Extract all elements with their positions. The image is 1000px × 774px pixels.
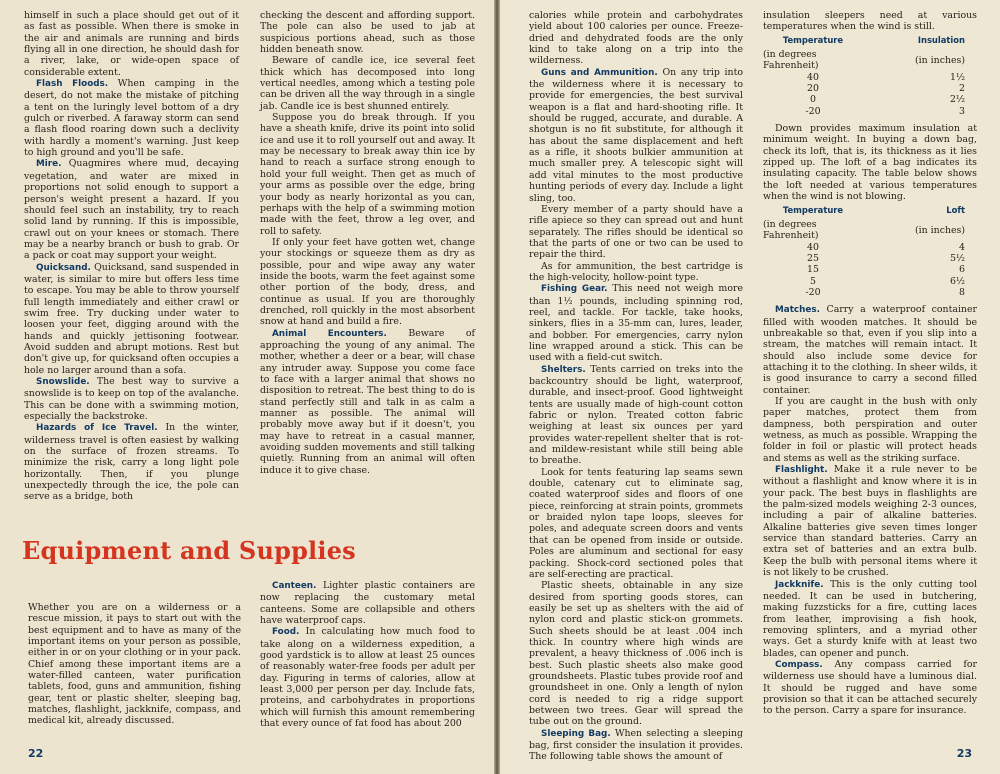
right-col1-paragraph	[529, 467, 743, 580]
paragraph-text: The best way to survive a snowslide is to keep on top of the avalanche. This can be done with a swimming motion, especially the backstroke.	[24, 376, 239, 423]
section-title: Equipment and Supplies	[22, 536, 356, 565]
loft-table-temperature: 40	[807, 241, 819, 253]
left-col2-paragraph	[260, 112, 475, 237]
paragraph-text: Tents carried on treks into the backcountry should be light, waterproof, durable, and insect-proof. Good lightweight tents are usually made of high-count cotton fabric or nylon. Treated cotton fabric weighing at least six ounces per yard provides water-repellent shelter that is rot- and mildew-resistant while still being able to breathe.	[529, 363, 743, 467]
paragraph-text: calories while protein and carbohydrates yield about 100 calories per ounce. Freeze-dried and dehydrated foods are the only kind to take along on a trip into the wilderness.	[529, 10, 743, 67]
loft-intro: Down provides maximum insulation at minimum weight. In buying a down bag, check its loft, that is, its thickness as it lies zipped up. The loft of a bag indicates its insulating capacity. The table below shows the loft needed at various temperatures when the wind is not blowing.	[763, 123, 977, 203]
insulation-table-value: 3	[959, 105, 965, 117]
right-col2-paragraph	[763, 579, 977, 659]
insulation-table-head-temp: Temperature	[782, 34, 844, 45]
paragraph-text: If only your feet have gotten wet, change your stockings or squeeze them as dry as possible, pour and wipe away any water inside the boots, warm the feet against some other portion of the body, dress, and continue as usual. If you are thoroughly drenched, roll quickly in the most absorbent snow at hand and build a fire.	[260, 236, 475, 328]
paragraph-heading: Jackknife.	[775, 579, 824, 590]
right-col1-paragraph	[529, 10, 743, 67]
insulation-table-value: 2	[959, 83, 965, 95]
right-column-2-rest	[763, 304, 977, 716]
paragraph-heading: Guns and Ammunition.	[541, 67, 658, 78]
paragraph-heading: Fishing Gear.	[541, 284, 608, 295]
paragraph-heading: Hazards of Ice Travel.	[36, 423, 158, 434]
insulation-table-row	[763, 72, 975, 83]
right-col1-paragraph	[529, 364, 743, 467]
insulation-table-row	[763, 106, 975, 117]
paragraph-text: Every member of a party should have a rifle apiece so they can spread out and hunt separately. The rifles should be identical so that the parts of one or two can be used to repair the third.	[529, 203, 743, 261]
left-column-3	[28, 602, 241, 727]
paragraph-text: Quagmires where mud, decaying vegetation, and water are mixed in proportions not solid enough to support a person's weight present a hazard. If you should feel such an instability, try to reach solid land by running. If this is impossible, crawl out on your knees or stomach. There may be a nearby branch or bush to grab. Or a pack or coat may support your weight.	[24, 158, 239, 262]
loft-table-row	[763, 276, 975, 287]
insulation-table-temperature: 40	[807, 71, 819, 83]
insulation-table-value: 2½	[949, 94, 965, 106]
paragraph-text: In the winter, wilderness travel is often easiest by walking on the surface of frozen streams. To minimize the risk, carry a long light pole horizontally. Then, if you plunge unexpectedly through the ice, the pole can serve as a bridge, both	[24, 422, 239, 503]
left-col1-paragraph	[24, 78, 239, 158]
loft-table-temperature: 15	[807, 264, 819, 276]
right-col2-paragraph	[763, 396, 977, 464]
paragraph-heading: Quicksand.	[36, 262, 91, 273]
loft-table-row	[763, 264, 975, 275]
insulation-table-head-value: Insulation	[917, 34, 965, 45]
right-col1-paragraph	[529, 283, 743, 363]
loft-table-value: 6	[959, 264, 965, 276]
paragraph-heading: Matches.	[775, 305, 820, 316]
left-col2-paragraph	[260, 237, 475, 328]
paragraph-heading: Animal Encounters.	[272, 328, 387, 339]
right-column-1	[529, 10, 743, 763]
paragraph-text: As for ammunition, the best cartridge is the high-velocity, hollow-point type.	[529, 260, 743, 283]
paragraph-text: Look for tents featuring lap seams sewn double, catenary cut to eliminate sag, coated waterproof sides and floors of one piece, reinforcing at strain points, grommets or braided nylon tape loops, sleeves for poles, and adequate screen doors and vents that can be opened from inside or outside. Poles are aluminum and sectional for easy packing. Shock-cord sectioned poles that are self-erecting are practical.	[529, 466, 743, 580]
insulation-table-row	[763, 94, 975, 105]
right-col1-paragraph	[529, 728, 743, 763]
paragraph-text: Beware of approaching the young of any animal. The mother, whether a deer or a bear, will chase any intruder away. Suppose you come face to face with a larger animal that shows no disposition to retreat. The best thing to do is stand perfectly still and talk in as calm a manner as possible. The animal will probably move away but if it doesn't, you may have to retreat in a casual manner, avoiding sudden movements and still talking quietly. Running from an animal will often induce it to give chase.	[260, 327, 475, 476]
right-col2-paragraph	[763, 464, 977, 578]
paragraph-text: Whether you are on a wilderness or a rescue mission, it pays to start out with the best equipment and to have as many of the important items on your person as possible, either in or on your clothing or in your pack. Chief among these important items are a water-filled canteen, water purification tablets, food, guns and ammunition, fishing gear, tent or plastic shelter, sleeping bag, matches, flashlight, jackknife, compass, and medical kit, already discussed.	[28, 602, 241, 727]
paragraph-text: This need not weigh more than 1½ pounds, including spinning rod, reel, and tackle. For tackle, take hooks, sinkers, flies in a 35-mm can, lures, leader, and bobber. For emergencies, carry nylon line wrapped around a stick. This can be used with a field-cut switch.	[529, 283, 743, 364]
loft-table	[763, 205, 975, 299]
paragraph-heading: Sleeping Bag.	[541, 728, 611, 739]
loft-table-value: 4	[959, 241, 965, 253]
paragraph-text: If you are caught in the bush with only paper matches, protect them from dampness, both perspiration and outer wetness, as much as possible. Wrapping the folder in foil or plastic will protect heads and stems as well as the striking surface.	[763, 396, 977, 464]
insulation-table-temperature: 0	[810, 94, 816, 106]
right-col1-paragraph	[529, 67, 743, 204]
left-col1-paragraph	[24, 376, 239, 422]
right-col1-paragraph	[529, 204, 743, 261]
insulation-table-value: 1½	[949, 71, 965, 83]
paragraph-heading: Flashlight.	[775, 465, 828, 476]
paragraph-text: When selecting a sleeping bag, first consider the insulation it provides. The following table shows the amount of	[529, 727, 744, 763]
paragraph-heading: Mire.	[36, 159, 62, 170]
loft-table-row	[763, 287, 975, 298]
loft-table-temperature: 25	[807, 252, 819, 264]
loft-table-temperature: 5	[810, 275, 816, 287]
left-col2-paragraph	[260, 328, 475, 476]
left-col4-paragraph	[260, 580, 475, 626]
left-col1-paragraph	[24, 10, 239, 78]
insulation-table	[763, 35, 975, 117]
paragraph-heading: Canteen.	[272, 581, 317, 591]
page-number-right: 23	[956, 747, 972, 760]
insulation-table-temperature: -20	[805, 105, 821, 117]
paragraph-text: Any compass carried for wilderness use should have a luminous dial. It should be rugged and have some provision so that it can be attached securely to the person. Carry a spare for insurance.	[763, 658, 977, 717]
loft-table-row	[763, 253, 975, 264]
paragraph-text: Carry a waterproof container filled with wooden matches. It should be unbreakable so that, even if you slip into a stream, the matches will remain intact. It should also include some device for attaching it to the clothing. In sheer wilds, it is good insurance to carry a second filled container.	[763, 304, 978, 396]
paragraph-heading: Compass.	[775, 659, 823, 670]
right-col2-paragraph	[763, 304, 977, 396]
paragraph-text: Plastic sheets, obtainable in any size desired from sporting goods stores, can easily be set up as shelters with the aid of nylon cord and plastic stick-on grommets. Such sheets should be at least .004 inch thick. In country where high winds are prevalent, a heavy thickness of .006 inch is best. Such plastic sheets also make good groundsheets. Plastic tubes provide roof and groundsheet in one. Only a length of nylon cord is needed to rig a ridge support between two trees. Gear will spread the tube out on the ground.	[529, 580, 743, 728]
paragraph-text: checking the descent and affording support. The pole can also be used to jab at suspicious portions ahead, such as those hidden beneath snow.	[260, 10, 475, 56]
left-col2-paragraph	[260, 55, 475, 112]
left-col1-paragraph	[24, 158, 239, 261]
right-col1-paragraph	[529, 580, 743, 727]
loft-table-row	[763, 242, 975, 253]
insulation-table-unit-temp: (in degrees Fahrenheit)	[763, 49, 819, 72]
paragraph-text: Lighter plastic containers are now replacing the customary metal canteens. Some are collapsible and others have waterproof caps.	[260, 580, 476, 627]
loft-table-head-temp: Temperature	[782, 204, 844, 215]
loft-table-head-value: Loft	[946, 204, 965, 215]
paragraph-heading: Snowslide.	[36, 377, 90, 387]
paragraph-heading: Flash Floods.	[36, 79, 109, 90]
insulation-table-temperature: 20	[807, 83, 819, 95]
paragraph-text: When camping in the desert, do not make the mistake of pitching a tent on the luringly level bottom of a dry gulch or riverbed. A faraway storm can send a flash flood roaring down such a declivity with hardly a moment's warning. Just keep to high ground and you'll be safe.	[24, 78, 239, 159]
left-column-1	[24, 10, 239, 503]
loft-table-value: 5½	[949, 252, 965, 264]
left-col2-paragraph	[260, 10, 475, 55]
paragraph-text: This is the only cutting tool needed. It can be used in butchering, making fuzzsticks for a fire, cutting laces from leather, improvising a fish hook, removing splinters, and a myriad other ways. Get a sturdy knife with at least two blades, can opener and punch.	[763, 578, 977, 659]
loft-table-unit-value: (in inches)	[914, 224, 965, 236]
left-column-4	[260, 580, 475, 729]
paragraph-text: himself in such a place should get out of it as fast as possible. When there is smoke in the air and animals are running and birds flying all in one direction, he should dash for a river, lake, or wide-open space of considerable extent.	[24, 10, 239, 78]
paragraph-heading: Food.	[272, 627, 300, 638]
insulation-intro: insulation sleepers need at various temperatures when the wind is still.	[763, 10, 977, 33]
paragraph-text: Quicksand, sand suspended in water, is similar to mire but offers less time to escape. You may be able to throw yourself full length immediately and either crawl or swim free. Try ducking under water to loosen your feet, digging around with the hands and quickly jettisoning footwear. Avoid sudden and abrupt motions. Rest but don't give up, for quicksand often occupies a hole no larger around than a sofa.	[24, 261, 239, 376]
left-col4-paragraph	[260, 626, 475, 729]
insulation-table-row	[763, 83, 975, 94]
left-col1-paragraph	[24, 262, 239, 376]
left-col1-paragraph	[24, 422, 239, 502]
loft-table-unit-temp: (in degrees Fahrenheit)	[763, 218, 819, 242]
insulation-table-unit-value: (in inches)	[914, 54, 965, 66]
paragraph-text: In calculating how much food to take along on a wilderness expedition, a good yardstick is to allow at least 25 ounces of reasonably water-free foods per adult per day. Figuring in terms of calories, allow at least 3,000 per person per day. Include fats, proteins, and carbohydrates in proportions which will furnish this amount remembering that every ounce of fat food has about 200	[260, 626, 475, 730]
right-page	[500, 0, 1000, 774]
left-page	[0, 0, 494, 774]
paragraph-text: Suppose you do break through. If you have a sheath knife, drive its point into solid ice and use it to roll yourself out and away. It may be necessary to break away thin ice by hand to reach a surface strong enough to hold your full weight. Then get as much of your arms as possible over the edge, bring your body as nearly horizontal as you can, perhaps with the help of a swimming motion made with the feet, throw a leg over, and roll to safety.	[260, 112, 475, 237]
left-col3-paragraph	[28, 602, 241, 727]
paragraph-heading: Shelters.	[541, 364, 586, 375]
paragraph-text: Make it a rule never to be without a flashlight and know where it is in your pack. The best buys in flashlights are the palm-sized models weighing 2-3 ounces, including a pair of alkaline batteries. Alkaline batteries give seven times longer service than standard batteries. Carry an extra set of batteries and an extra bulb. Keep the bulb with personal items where it is not likely to be crushed.	[763, 464, 978, 579]
loft-table-temperature: -20	[805, 286, 821, 298]
loft-table-value: 6½	[949, 275, 965, 287]
left-column-2	[260, 10, 475, 476]
loft-table-value: 8	[959, 286, 965, 298]
right-col1-paragraph	[529, 261, 743, 284]
paragraph-text: Beware of candle ice, ice several feet thick which has decomposed into long vertical needles, among which a testing pole can be driven all the way through in a single jab. Candle ice is best shunned entirely.	[260, 55, 475, 112]
right-column-2	[763, 10, 977, 717]
page-number-left: 22	[28, 747, 44, 760]
paragraph-text: On any trip into the wilderness where it is necessary to provide for emergencies, the best survival weapon is a flat and hard-shooting rifle. It should be rugged, accurate, and durable. A shotgun is no fit substitute, for although it has about the same displacement and heft as a rifle, it shoots bulkier ammunition at much smaller prey. A telescopic sight will add vital minutes to the most productive hunting periods of every day. Include a light sling, too.	[529, 66, 744, 204]
right-col2-paragraph	[763, 659, 977, 717]
